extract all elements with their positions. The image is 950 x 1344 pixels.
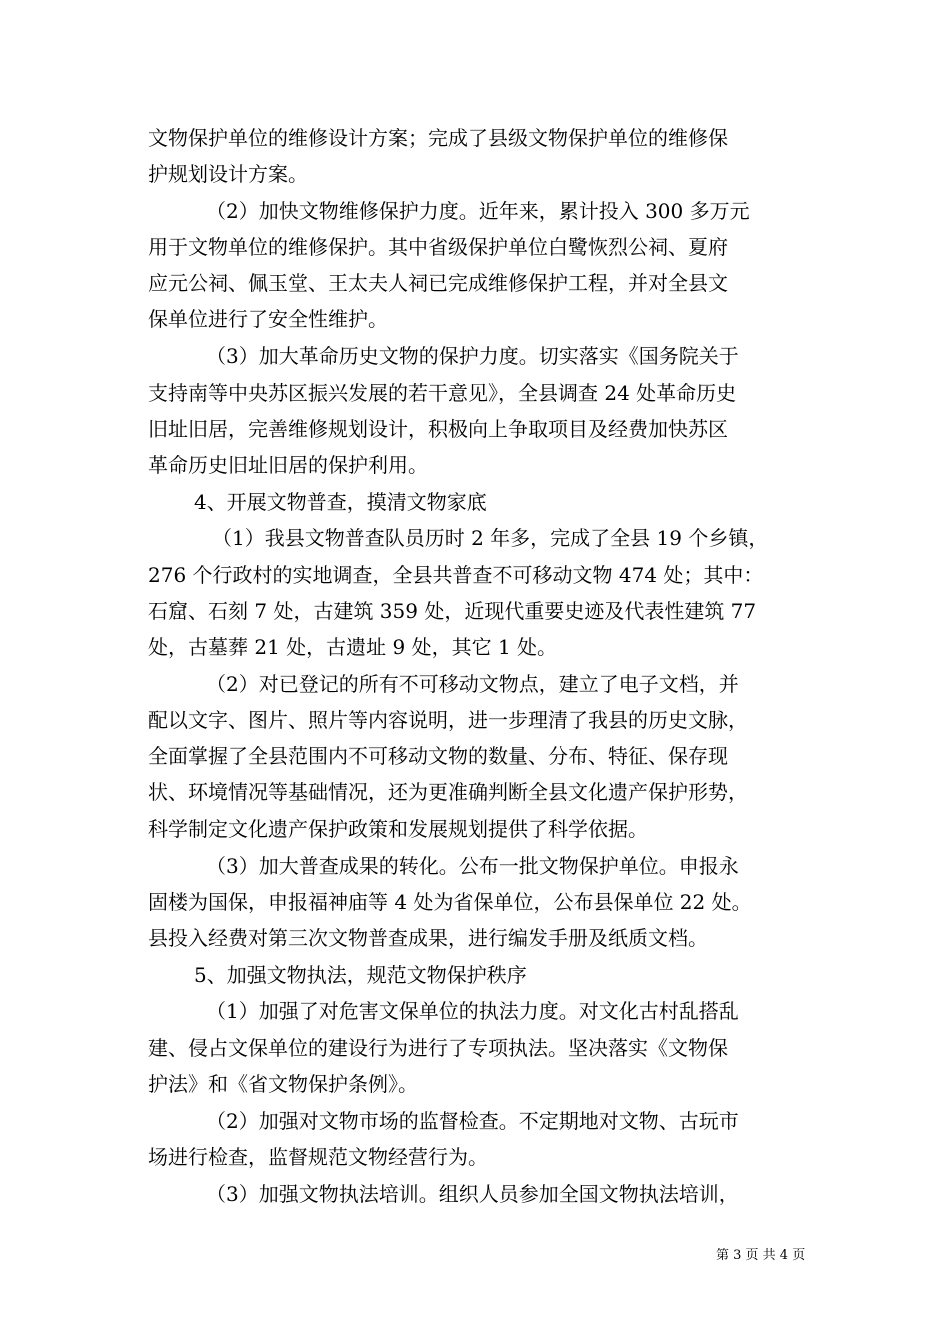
text-line: 用于文物单位的维修保护。其中省级保护单位白鹭恢烈公祠、夏府 [148,235,728,259]
text-line: 县投入经费对第三次文物普查成果，进行编发手册及纸质文档。 [148,926,708,950]
text-line: （2）加强对文物市场的监督检查。不定期地对文物、古玩市 [206,1109,739,1133]
text-line: 全面掌握了全县范围内不可移动文物的数量、分布、特征、保存现 [148,744,728,768]
text-line: 支持南等中央苏区振兴发展的若干意见》，全县调查 24 处革命历史 [148,381,737,405]
text-line: 保单位进行了安全性维护。 [148,307,388,331]
text-line: 石窟、石刻 7 处，古建筑 359 处，近现代重要史迹及代表性建筑 77 [148,599,757,623]
text-line: （3）加大革命历史文物的保护力度。切实落实《国务院关于 [206,344,739,368]
text-line: 护规划设计方案。 [148,162,308,186]
text-line: 建、侵占文保单位的建设行为进行了专项执法。坚决落实《文物保 [148,1036,728,1060]
text-line: 场进行检查，监督规范文物经营行为。 [148,1145,488,1169]
text-line: （2）加快文物维修保护力度。近年来，累计投入 300 多万元 [206,199,750,223]
text-line: 配以文字、图片、照片等内容说明，进一步理清了我县的历史文脉， [148,708,748,732]
text-line: 科学制定文化遗产保护政策和发展规划提供了科学依据。 [148,817,648,841]
text-line: 处，古墓葬 21 处，古遗址 9 处，其它 1 处。 [148,635,558,659]
text-line: （2）对已登记的所有不可移动文物点，建立了电子文档，并 [206,672,739,696]
text-line: 旧址旧居，完善维修规划设计，积极向上争取项目及经费加快苏区 [148,417,728,441]
page-number: 第 3 页 共 4 页 [716,1248,806,1263]
text-line: 护法》和《省文物保护条例》。 [148,1072,418,1096]
text-line: 276 个行政村的实地调查，全县共普查不可移动文物 474 处；其中： [148,563,764,587]
text-line: 应元公祠、佩玉堂、王太夫人祠已完成维修保护工程，并对全县文 [148,271,728,295]
text-line: 4、开展文物普查，摸清文物家底 [194,490,487,514]
text-line: 状、环境情况等基础情况，还为更准确判断全县文化遗产保护形势， [148,780,748,804]
text-line: （3）加强文物执法培训。组织人员参加全国文物执法培训， [206,1182,739,1206]
text-line: （1）我县文物普查队员历时 2 年多，完成了全县 19 个乡镇， [212,526,769,550]
text-line: 文物保护单位的维修设计方案；完成了县级文物保护单位的维修保 [148,126,728,150]
text-line: 5、加强文物执法，规范文物保护秩序 [194,963,527,987]
text-line: （1）加强了对危害文保单位的执法力度。对文化古村乱搭乱 [206,999,739,1023]
text-line: 固楼为国保，申报福神庙等 4 处为省保单位，公布县保单位 22 处。 [148,890,752,914]
text-line: （3）加大普查成果的转化。公布一批文物保护单位。申报永 [206,854,739,878]
text-line: 革命历史旧址旧居的保护利用。 [148,453,428,477]
